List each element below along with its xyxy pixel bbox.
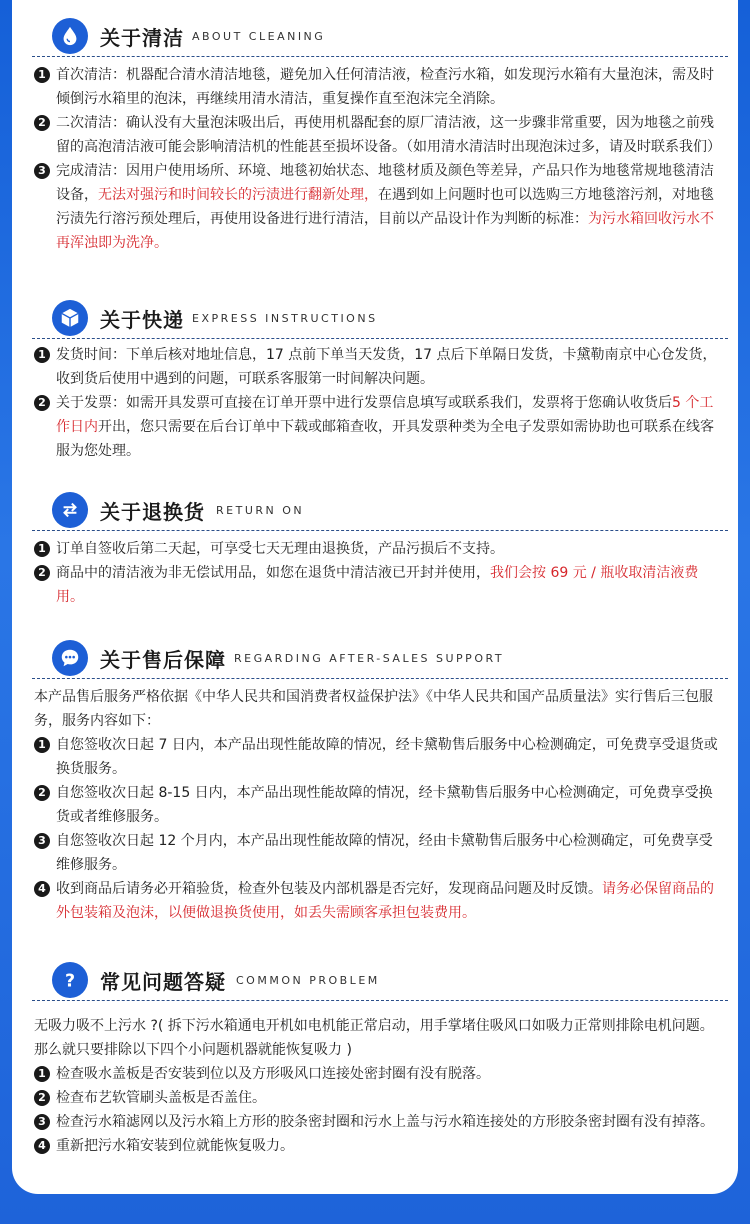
item-text: 重新把污水箱安装到位就能恢复吸力。	[56, 1138, 294, 1154]
list-item	[34, 1110, 726, 1134]
list-item	[34, 877, 726, 925]
item-text: 首次清洁：机器配合清水清洁地毯，避免加入任何清洁液，检查污水箱，如发现污水箱有大量泡沫，需及时倾倒污水箱里的泡沫，再继续用清水清洁，重复操作直至泡沫完全消除。	[56, 67, 714, 107]
item-number: 3	[34, 163, 50, 179]
section-title: 关于售后保障	[100, 648, 226, 672]
section-intro: 无吸力吸不上污水 ?( 拆下污水箱通电开机如电机能正常启动，用手掌堵住吸风口如吸力正常则排除电机问题。那么就只要排除以下四个小问题机器就能恢复吸力 )	[34, 1018, 714, 1058]
item-text: 发货时间：下单后核对地址信息，17 点前下单当天发货，17 点后下单隔日发货，卡黛勒南京中心仓发货，收到货后使用中遇到的问题，可联系客服第一时间解决问题。	[56, 347, 717, 387]
item-text: 开出，您只需要在后台订单中下载或邮箱查收，开具发票种类为全电子发票如需协助也可联系在线客服为您处理。	[56, 419, 714, 459]
item-number: 2	[34, 1090, 50, 1106]
list-item	[34, 829, 726, 877]
exchange-arrows-icon	[52, 492, 88, 528]
item-highlight: 我们会按 69 元 / 瓶收取清洁液费用。	[56, 565, 699, 605]
water-drop-icon	[52, 18, 88, 54]
section-title: 关于快递	[100, 308, 184, 332]
list-item	[34, 1062, 726, 1086]
item-number: 1	[34, 347, 50, 363]
svg-text:?: ?	[64, 971, 76, 991]
item-text: 自您签收次日起 12 个月内，本产品出现性能故障的情况，经由卡黛勒售后服务中心检测确定，可免费享受维修服务。	[56, 833, 713, 873]
section-title: 关于清洁	[100, 26, 184, 50]
section-express	[12, 290, 738, 459]
section-title: 关于退换货	[100, 500, 205, 524]
item-text: 检查布艺软管刷头盖板是否盖住。	[56, 1090, 266, 1106]
list-item	[34, 1134, 726, 1158]
section-faq	[12, 952, 738, 1154]
section-subtitle: COMMON PROBLEM	[236, 974, 380, 987]
question-mark-icon	[52, 962, 88, 998]
item-text: 检查污水箱滤网以及污水箱上方形的胶条密封圈和污水上盖与污水箱连接处的方形胶条密封圈有没有掉落。	[56, 1114, 714, 1130]
divider	[32, 678, 728, 679]
list-item	[34, 343, 726, 391]
list-item	[34, 63, 726, 111]
list-item	[34, 781, 726, 829]
item-number: 1	[34, 541, 50, 557]
list-item	[34, 1086, 726, 1110]
item-text: 订单自签收后第二天起，可享受七天无理由退换货，产品污损后不支持。	[56, 541, 504, 557]
section-cleaning	[12, 8, 738, 251]
divider	[32, 1000, 728, 1001]
section-intro: 本产品售后服务严格依据《中华人民共和国消费者权益保护法》《中华人民共和国产品质量法》实行售后三包服务，服务内容如下：	[34, 689, 713, 729]
divider	[32, 56, 728, 57]
divider	[32, 530, 728, 531]
list-item	[34, 733, 726, 781]
item-text: 自您签收次日起 8-15 日内，本产品出现性能故障的情况，经卡黛勒售后服务中心检测确定，可免费享受换货或者维修服务。	[56, 785, 713, 825]
item-text: 二次清洁：确认没有大量泡沫吸出后，再使用机器配套的原厂清洁液，这一步骤非常重要，因为地毯之前残留的高泡清洁液可能会影响清洁机的性能甚至损坏设备。（如用清水清洁时出现泡沫过多，请及时联系我们）	[56, 115, 721, 155]
item-number: 3	[34, 833, 50, 849]
section-return	[12, 482, 738, 605]
item-number: 2	[34, 395, 50, 411]
item-number: 4	[34, 881, 50, 897]
item-text: 关于发票：如需开具发票可直接在订单开票中进行发票信息填写或联系我们，发票将于您确认收货后	[56, 395, 672, 411]
item-text: 商品中的清洁液为非无偿试用品，如您在退货中清洁液已开封并使用，	[56, 565, 490, 581]
list-item	[34, 159, 726, 255]
section-after-sales	[12, 630, 738, 921]
item-number: 1	[34, 1066, 50, 1082]
section-body	[34, 537, 726, 609]
item-highlight: 为污水箱回收污水不再浑浊即为洗净。	[56, 211, 714, 251]
package-box-icon	[52, 300, 88, 336]
item-text: 检查吸水盖板是否安装到位以及方形吸风口连接处密封圈有没有脱落。	[56, 1066, 490, 1082]
chat-bubble-icon	[52, 640, 88, 676]
section-body	[34, 343, 726, 463]
item-text: 自您签收次日起 7 日内，本产品出现性能故障的情况，经卡黛勒售后服务中心检测确定，可免费享受退货或换货服务。	[56, 737, 718, 777]
divider	[32, 338, 728, 339]
item-highlight: 请务必保留商品的外包装箱及泡沫，以便做退换货使用，如丢失需顾客承担包装费用。	[56, 881, 714, 921]
section-subtitle: RETURN ON	[216, 504, 305, 517]
section-body	[34, 1014, 726, 1158]
list-item	[34, 537, 726, 561]
item-number: 3	[34, 1114, 50, 1130]
item-text: 完成清洁：因用户使用场所、环境、地毯初始状态、地毯材质及颜色等差异，产品只作为地毯常规地毯清洁设备，	[56, 163, 714, 203]
item-text: 收到商品后请务必开箱验货，检查外包装及内部机器是否完好，发现商品问题及时反馈。	[56, 881, 602, 897]
item-number: 1	[34, 67, 50, 83]
item-number: 4	[34, 1138, 50, 1154]
section-body	[34, 685, 726, 925]
item-text: 在遇到如上问题时也可以选购三方地毯溶污剂，对地毯污渍先行溶污预处理后，再使用设备进行进行清洁，目前以产品设计作为判断的标准：	[56, 187, 714, 227]
section-body	[34, 63, 726, 255]
item-number: 2	[34, 565, 50, 581]
item-highlight: 5 个工作日内	[56, 395, 714, 435]
section-subtitle: ABOUT CLEANING	[192, 30, 326, 43]
list-item	[34, 561, 726, 609]
item-number: 2	[34, 785, 50, 801]
section-subtitle: REGARDING AFTER-SALES SUPPORT	[234, 652, 505, 665]
item-highlight: 无法对强污和时间较长的污渍进行翻新处理，	[98, 187, 378, 203]
section-subtitle: EXPRESS INSTRUCTIONS	[192, 312, 378, 325]
info-card	[12, 0, 738, 1194]
list-item	[34, 111, 726, 159]
list-item	[34, 391, 726, 463]
item-number: 2	[34, 115, 50, 131]
section-title: 常见问题答疑	[100, 970, 226, 994]
item-number: 1	[34, 737, 50, 753]
